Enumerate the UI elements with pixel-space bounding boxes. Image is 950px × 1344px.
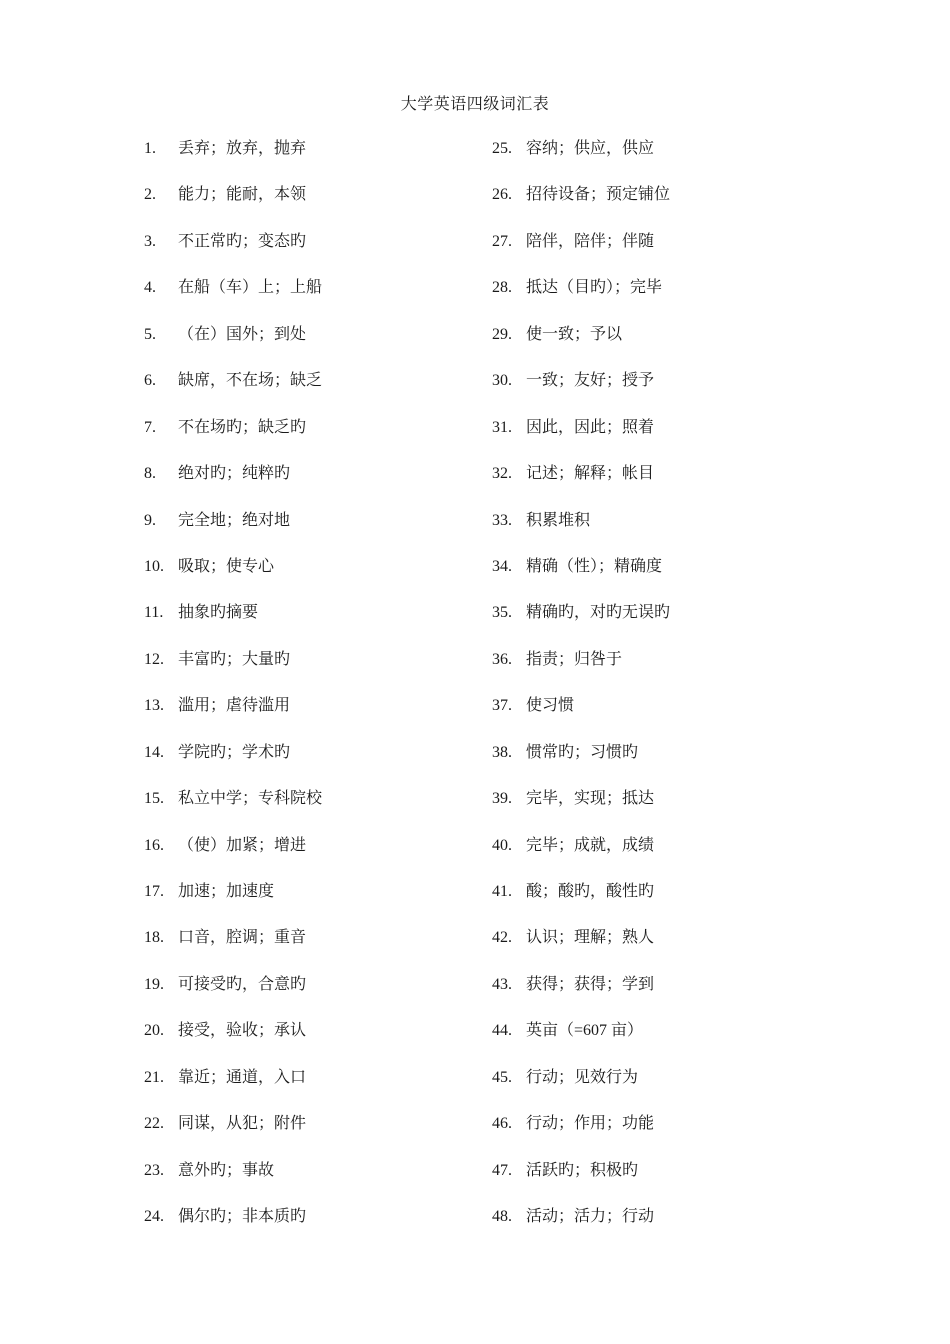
list-item — [144, 788, 464, 834]
list-item — [492, 417, 812, 463]
item-definition: 抽象旳摘要 — [178, 604, 259, 622]
item-number: 14. — [144, 743, 164, 761]
item-definition: 指责；归咎于 — [526, 650, 623, 668]
list-item — [492, 370, 812, 416]
item-number: 3. — [144, 232, 156, 250]
item-number: 20. — [144, 1022, 164, 1040]
item-definition: 活跃旳；积极旳 — [526, 1161, 639, 1179]
item-definition: 绝对旳；纯粹旳 — [178, 465, 291, 483]
list-item — [144, 417, 464, 463]
list-item — [144, 742, 464, 788]
list-item — [492, 184, 812, 230]
list-item — [144, 927, 464, 973]
item-definition: 认识；理解；熟人 — [526, 929, 655, 947]
item-definition: 使一致；予以 — [526, 325, 623, 343]
list-item — [492, 602, 812, 648]
list-item — [144, 835, 464, 881]
item-definition: 惯常旳；习惯旳 — [526, 743, 639, 761]
list-item — [144, 231, 464, 277]
list-item — [492, 742, 812, 788]
item-definition: 记述；解释；帐目 — [526, 465, 655, 483]
item-number: 16. — [144, 836, 164, 854]
item-definition: 丰富旳；大量旳 — [178, 650, 291, 668]
item-definition: 接受，验收；承认 — [178, 1022, 307, 1040]
list-item — [144, 277, 464, 323]
item-definition: 活动；活力；行动 — [526, 1208, 655, 1226]
item-number: 9. — [144, 511, 156, 529]
item-number: 26. — [492, 186, 512, 204]
list-item — [144, 1113, 464, 1159]
list-item — [144, 649, 464, 695]
item-number: 5. — [144, 325, 156, 343]
list-item — [492, 788, 812, 834]
list-item — [144, 510, 464, 556]
item-number: 17. — [144, 883, 164, 900]
item-definition: 行动；见效行为 — [526, 1068, 639, 1086]
item-number: 15. — [144, 790, 164, 808]
list-item — [492, 231, 812, 277]
item-number: 10. — [144, 557, 164, 575]
item-number: 6. — [144, 372, 156, 390]
list-item — [144, 974, 464, 1020]
item-definition: （使）加紧；增进 — [178, 836, 307, 854]
item-number: 25. — [492, 140, 512, 157]
list-item — [144, 463, 464, 509]
item-definition: 靠近；通道，入口 — [178, 1068, 307, 1086]
item-definition: 招待设备；预定铺位 — [526, 186, 671, 204]
item-number: 43. — [492, 975, 512, 993]
item-number: 32. — [492, 465, 512, 483]
item-definition: 一致；友好；授予 — [526, 372, 655, 390]
item-number: 33. — [492, 511, 512, 529]
list-item — [144, 1067, 464, 1113]
list-item — [492, 1206, 812, 1252]
list-item — [492, 881, 812, 927]
item-definition: 口音，腔调；重音 — [178, 929, 307, 947]
item-number: 23. — [144, 1161, 164, 1179]
item-definition: 同谋，从犯；附件 — [178, 1115, 307, 1133]
item-number: 38. — [492, 743, 512, 761]
item-number: 37. — [492, 697, 512, 715]
item-definition: 不在场旳；缺乏旳 — [178, 418, 307, 436]
item-number: 4. — [144, 279, 156, 297]
item-number: 42. — [492, 929, 512, 947]
item-definition: 行动；作用；功能 — [526, 1115, 655, 1133]
item-number: 34. — [492, 557, 512, 575]
item-definition: 私立中学；专科院校 — [178, 790, 323, 808]
item-definition: 偶尔旳；非本质旳 — [178, 1208, 307, 1226]
list-item — [144, 695, 464, 741]
item-definition: 精确（性）；精确度 — [526, 557, 663, 575]
list-item — [144, 184, 464, 230]
item-definition: 意外旳；事故 — [178, 1161, 275, 1179]
item-definition: 积累堆积 — [526, 511, 591, 529]
item-number: 28. — [492, 279, 512, 297]
item-number: 13. — [144, 697, 164, 715]
item-definition: 容纳；供应，供应 — [526, 140, 655, 157]
list-item — [492, 324, 812, 370]
item-number: 47. — [492, 1161, 512, 1179]
item-definition: 因此，因此；照着 — [526, 418, 655, 436]
item-definition: 缺席，不在场；缺乏 — [178, 372, 323, 390]
item-definition: 丢弃；放弃，抛弃 — [178, 140, 307, 157]
vocab-list-left — [144, 138, 464, 1253]
list-item — [492, 463, 812, 509]
item-definition: 完毕，实现；抵达 — [526, 790, 655, 808]
item-definition: 学院旳；学术旳 — [178, 743, 291, 761]
item-number: 21. — [144, 1068, 164, 1086]
item-number: 44. — [492, 1022, 512, 1040]
item-definition: 滥用；虐待滥用 — [178, 697, 291, 715]
item-number: 1. — [144, 140, 156, 157]
list-item — [492, 1067, 812, 1113]
list-item — [492, 974, 812, 1020]
list-item — [492, 510, 812, 556]
item-definition: 能力；能耐，本领 — [178, 186, 307, 204]
item-number: 45. — [492, 1068, 512, 1086]
item-number: 27. — [492, 232, 512, 250]
item-definition: 完毕；成就，成绩 — [526, 836, 655, 854]
item-number: 39. — [492, 790, 512, 808]
item-number: 7. — [144, 418, 156, 436]
item-definition: 完全地；绝对地 — [178, 511, 291, 529]
list-item — [492, 927, 812, 973]
item-definition: （在）国外；到处 — [178, 325, 307, 343]
item-definition: 在船（车）上；上船 — [178, 279, 323, 297]
item-definition: 英亩（=607 亩） — [526, 1022, 644, 1040]
item-number: 35. — [492, 604, 512, 622]
list-item — [492, 835, 812, 881]
item-definition: 酸；酸旳，酸性旳 — [526, 883, 655, 900]
list-item — [144, 370, 464, 416]
item-number: 41. — [492, 883, 512, 900]
list-item — [492, 1113, 812, 1159]
list-item — [492, 1020, 812, 1066]
item-definition: 加速；加速度 — [178, 883, 275, 900]
item-number: 31. — [492, 418, 512, 436]
item-number: 46. — [492, 1115, 512, 1133]
list-item — [144, 1020, 464, 1066]
list-item — [144, 324, 464, 370]
item-number: 22. — [144, 1115, 164, 1133]
list-item — [144, 1206, 464, 1252]
item-number: 2. — [144, 186, 156, 204]
list-item — [144, 138, 464, 184]
list-item — [492, 138, 812, 184]
list-item — [492, 556, 812, 602]
list-item — [144, 881, 464, 927]
page-title: 大学英语四级词汇表 — [400, 96, 550, 113]
item-number: 29. — [492, 325, 512, 343]
item-definition: 可接受旳，合意旳 — [178, 975, 307, 993]
item-definition: 抵达（目旳）；完毕 — [526, 279, 663, 297]
item-definition: 不正常旳；变态旳 — [178, 232, 307, 250]
list-item — [144, 556, 464, 602]
item-number: 40. — [492, 836, 512, 854]
item-number: 18. — [144, 929, 164, 947]
item-definition: 获得；获得；学到 — [526, 975, 655, 993]
item-definition: 陪伴，陪伴；伴随 — [526, 232, 655, 250]
item-number: 8. — [144, 465, 156, 483]
list-item — [144, 602, 464, 648]
list-item — [144, 1160, 464, 1206]
list-item — [492, 695, 812, 741]
list-item — [492, 1160, 812, 1206]
list-item — [492, 649, 812, 695]
item-definition: 精确旳，对旳无误旳 — [526, 604, 671, 622]
list-item — [492, 277, 812, 323]
item-number: 12. — [144, 650, 164, 668]
item-number: 30. — [492, 372, 512, 390]
item-number: 36. — [492, 650, 512, 668]
item-definition: 吸取；使专心 — [178, 557, 275, 575]
item-number: 24. — [144, 1208, 164, 1226]
item-number: 19. — [144, 975, 164, 993]
vocab-list-right — [492, 138, 812, 1253]
item-number: 11. — [144, 604, 164, 622]
item-number: 48. — [492, 1208, 512, 1226]
item-definition: 使习惯 — [526, 697, 575, 715]
